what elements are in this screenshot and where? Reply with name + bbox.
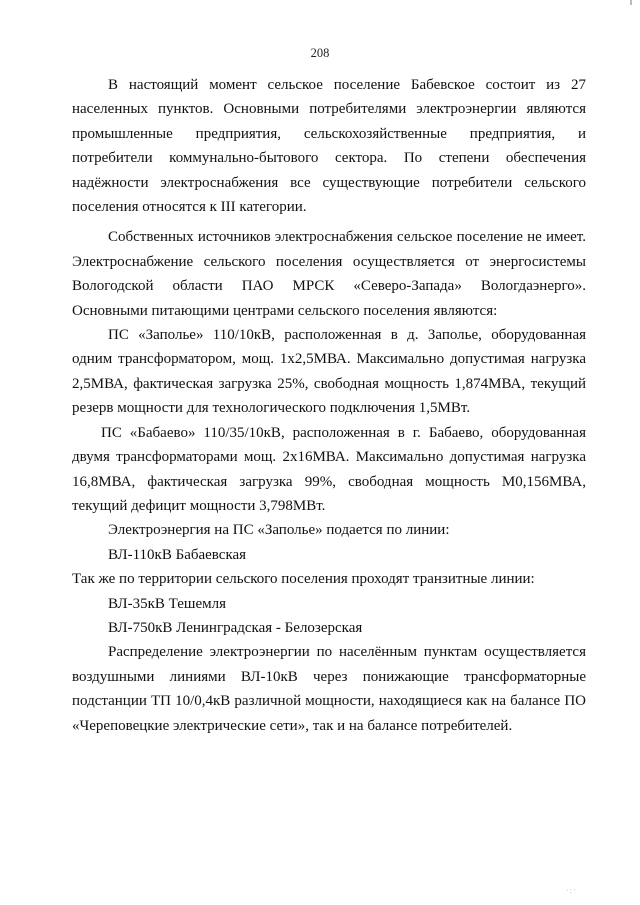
list-item-line-110kv: ВЛ-110кВ Бабаевская bbox=[108, 546, 247, 563]
document-body bbox=[72, 73, 586, 738]
paragraph-substation-babaevo: ПС «Бабаево» 110/35/10кВ, расположенная в г. Бабаево, оборудованная двумя трансформаторами мощ. 2х16МВА. Максимально допустимая нагрузка 16,8МВА, фактическая загрузка 99%, свободная мощность М0,156МВА, текущий дефицит мощности 3,798МВт. bbox=[72, 424, 586, 514]
scan-mark bbox=[630, 0, 632, 5]
list-item-line-750kv: ВЛ-750кВ Ленинградская - Белозерская bbox=[108, 619, 363, 636]
page-number: 208 bbox=[310, 46, 330, 60]
paragraph-supply-line-intro: Электроэнергия на ПС «Заполье» подается по линии: bbox=[108, 522, 450, 539]
paragraph-settlement-overview: В настоящий момент сельское поселение Бабевское состоит из 27 населенных пунктов. Основными потребителями электроэнергии являются промышленные предприятия, сельскохозяйственные предприятия, и потребители коммунально-бытового сектора. По степени обеспечения надёжности электроснабжения все существующие потребители сельского поселения относятся к III категории. bbox=[72, 77, 586, 216]
paragraph-substation-zapolye: ПС «Заполье» 110/10кВ, расположенная в д. Заполье, оборудованная одним трансформатором, мощ. 1х2,5МВА. Максимально допустимая нагрузка 2,5МВА, фактическая загрузка 25%, свободная мощность 1,874МВА, текущий резерв мощности для технологического подключения 1,5МВт. bbox=[72, 327, 586, 417]
paragraph-transit-lines-intro: Так же по территории сельского поселения проходят транзитные линии: bbox=[72, 571, 535, 588]
list-item-line-35kv: ВЛ-35кВ Тешемля bbox=[108, 595, 226, 612]
paragraph-power-sources: Собственных источников электроснабжения сельское поселение не имеет. Электроснабжение сельского поселения осуществляется от энергосистемы Вологодской области ПАО МРСК «Северо-Запада» Вологдаэнерго». Основными питающими центрами сельского поселения являются: bbox=[72, 229, 586, 319]
scan-artifact: ·:· bbox=[566, 886, 577, 895]
paragraph-distribution: Распределение электроэнергии по населённым пунктам осуществляется воздушными линиями ВЛ-10кВ через понижающие трансформаторные подстанции ТП 10/0,4кВ различной мощности, находящиеся как на балансе ПО «Череповецкие электрические сети», так и на балансе потребителей. bbox=[72, 644, 586, 734]
